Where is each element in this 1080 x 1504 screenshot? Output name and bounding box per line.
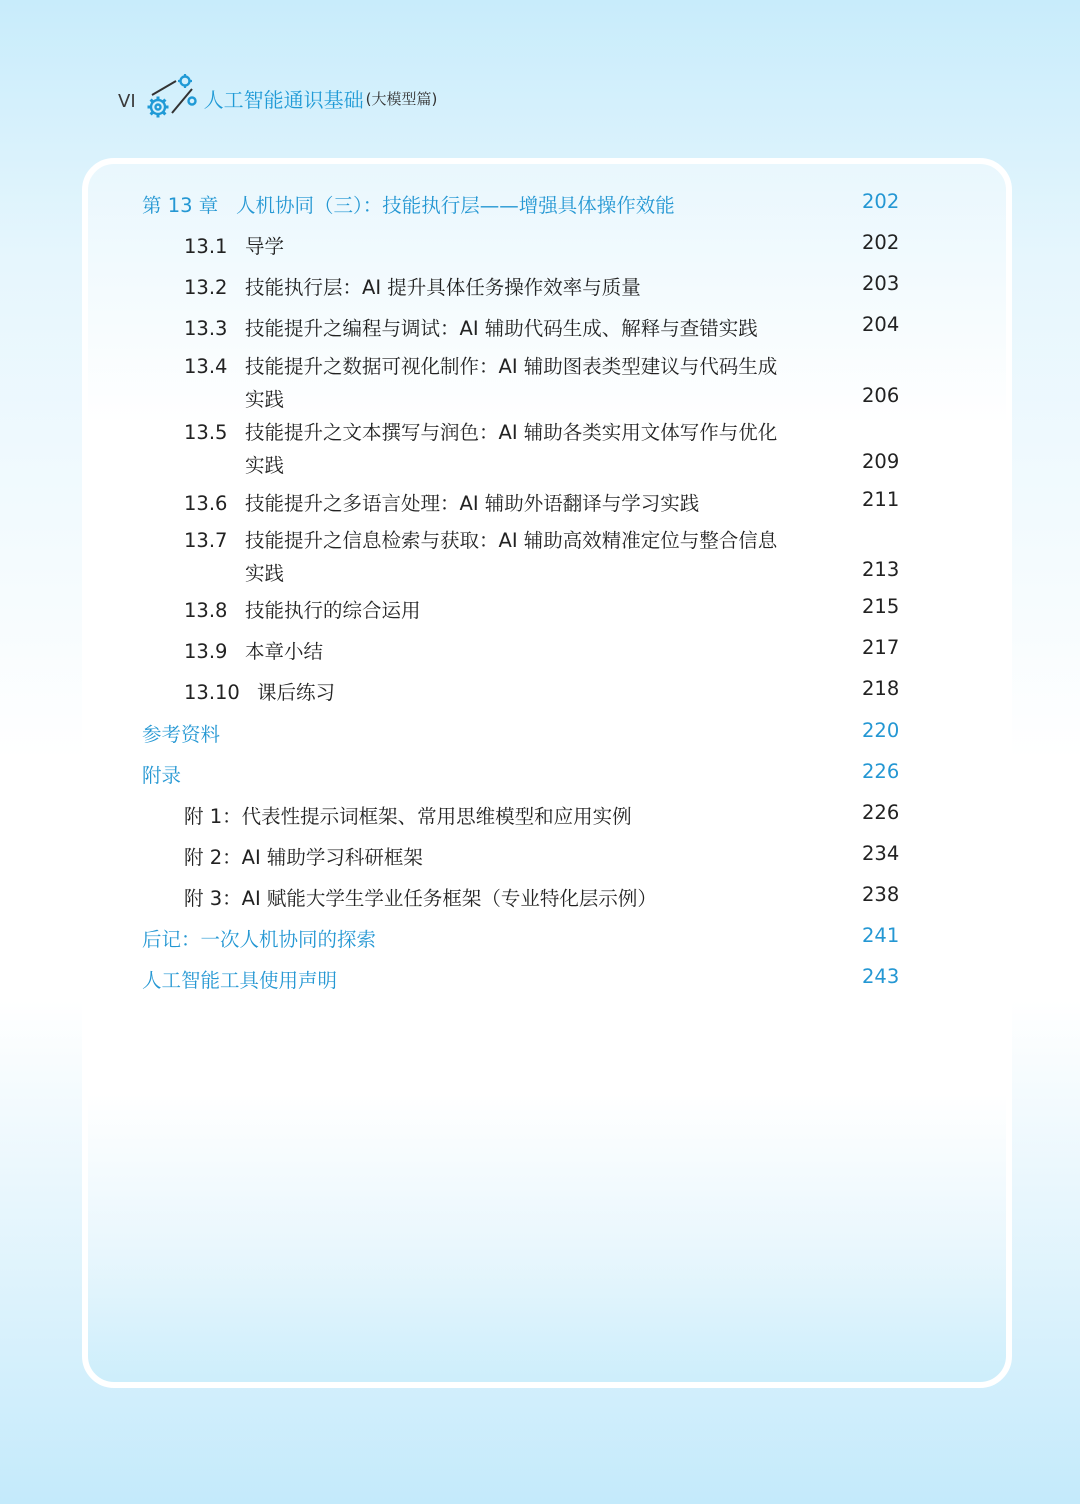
section-title: 本章小结 [245, 640, 324, 663]
toc-page-number: 211 [862, 488, 900, 511]
toc-page-number: 209 [862, 450, 900, 473]
section-title: 课后练习 [257, 681, 336, 704]
section-number: 13.8 [184, 599, 228, 622]
book-subtitle: (大模型篇) [365, 89, 438, 108]
toc-appendix-2[interactable]: 附 2：AI 辅助学习科研框架 [184, 846, 423, 869]
book-title: 人工智能通识基础 [203, 87, 364, 112]
section-title-continued: 实践 [245, 454, 285, 477]
toc-page-number: 202 [862, 190, 900, 213]
section-title-continued: 实践 [245, 388, 285, 411]
gear-logo-icon [142, 69, 200, 127]
toc-references[interactable]: 参考资料 [142, 723, 221, 746]
toc-appendix-1[interactable]: 附 1：代表性提示词框架、常用思维模型和应用实例 [184, 805, 632, 828]
toc-page-number: 238 [862, 883, 900, 906]
toc-page-number: 217 [862, 636, 900, 659]
section-number: 13.4 [184, 355, 228, 378]
toc-page-number: 241 [862, 924, 900, 947]
toc-page-number: 226 [862, 760, 900, 783]
toc-entry-13-2[interactable] [184, 272, 641, 300]
toc-page-number: 234 [862, 842, 900, 865]
toc-chapter-13[interactable] [142, 190, 675, 218]
section-number: 13.6 [184, 492, 228, 515]
toc-appendix-3[interactable]: 附 3：AI 赋能大学生学业任务框架（专业特化层示例） [184, 887, 657, 910]
toc-page-number: 213 [862, 558, 900, 581]
toc-page-number: 215 [862, 595, 900, 618]
toc-entry-13-7[interactable] [184, 525, 777, 553]
toc-entry-13-10[interactable] [184, 677, 335, 705]
section-title: 技能执行的综合运用 [245, 599, 421, 622]
section-number: 13.5 [184, 421, 228, 444]
section-number: 13.1 [184, 235, 228, 258]
section-number: 13.2 [184, 276, 228, 299]
page-number: VI [118, 90, 136, 112]
toc-entry-13-1[interactable] [184, 231, 284, 259]
toc-page-number: 226 [862, 801, 900, 824]
toc-page-number: 218 [862, 677, 900, 700]
toc-page-number: 206 [862, 384, 900, 407]
section-title: 技能提升之文本撰写与润色：AI 辅助各类实用文体写作与优化 [245, 421, 778, 444]
toc-entry-13-9[interactable] [184, 636, 323, 664]
toc-entry-13-8[interactable] [184, 595, 421, 623]
toc-page-number: 203 [862, 272, 900, 295]
toc-page-number: 243 [862, 965, 900, 988]
toc-entry-13-6[interactable] [184, 488, 699, 516]
toc-page-number: 220 [862, 719, 900, 742]
toc-appendix[interactable]: 附录 [142, 764, 182, 787]
toc-entry-13-5[interactable] [184, 417, 777, 445]
section-title: 技能提升之编程与调试：AI 辅助代码生成、解释与查错实践 [245, 317, 758, 340]
section-title: 技能提升之数据可视化制作：AI 辅助图表类型建议与代码生成 [245, 355, 778, 378]
section-number: 13.10 [184, 681, 240, 704]
section-title: 技能执行层：AI 提升具体任务操作效率与质量 [245, 276, 641, 299]
section-title-continued: 实践 [245, 562, 285, 585]
section-number: 13.3 [184, 317, 228, 340]
section-title: 技能提升之多语言处理：AI 辅助外语翻译与学习实践 [245, 492, 700, 515]
toc-entry-13-4[interactable] [184, 351, 777, 379]
toc-ai-statement[interactable]: 人工智能工具使用声明 [142, 969, 338, 992]
toc-entry-13-3[interactable] [184, 313, 758, 341]
running-header [118, 68, 437, 128]
chapter-title: 人机协同（三）：技能执行层——增强具体操作效能 [236, 194, 675, 217]
chapter-number: 第 13 章 [142, 194, 219, 217]
section-number: 13.9 [184, 640, 228, 663]
toc-page-number: 204 [862, 313, 900, 336]
section-title: 导学 [245, 235, 285, 258]
section-number: 13.7 [184, 529, 228, 552]
section-title: 技能提升之信息检索与获取：AI 辅助高效精准定位与整合信息 [245, 529, 778, 552]
toc-afterword[interactable]: 后记：一次人机协同的探索 [142, 928, 377, 951]
toc-page-number: 202 [862, 231, 900, 254]
